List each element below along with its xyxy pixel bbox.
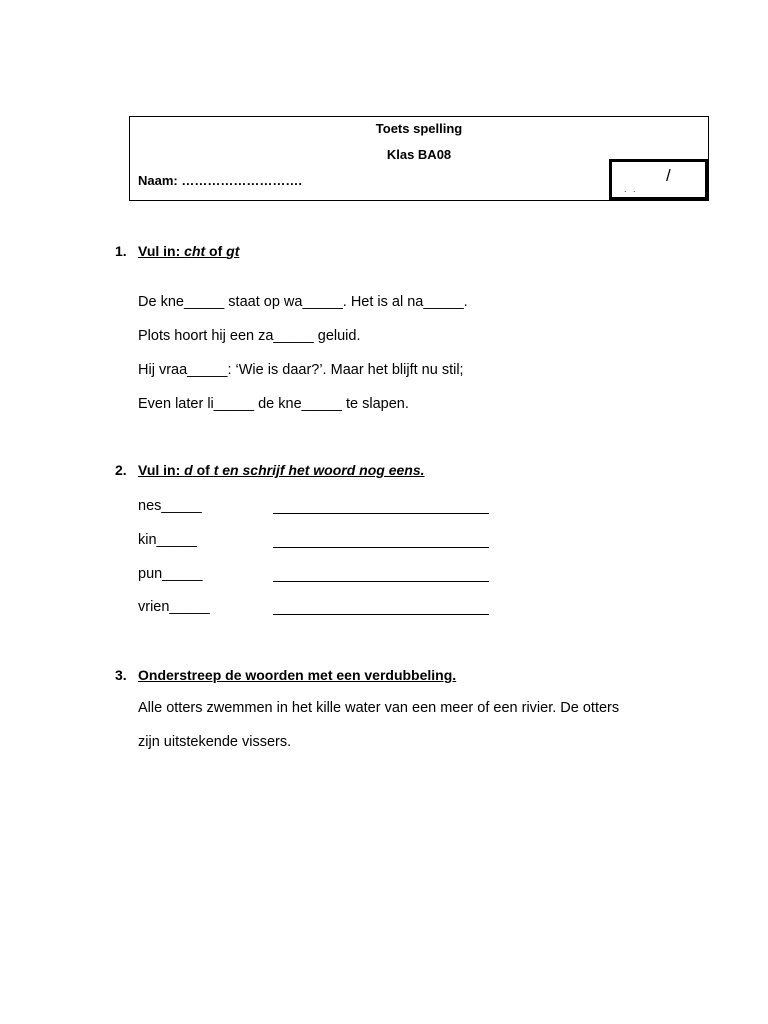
answer-line[interactable] xyxy=(273,512,489,514)
fill-in-sentence[interactable]: De kne_____ staat op wa_____. Het is al na_____. xyxy=(138,294,468,310)
class-label: Klas BA08 xyxy=(386,147,452,162)
question-3-heading xyxy=(115,667,456,683)
question-number: 1. xyxy=(115,243,127,259)
paragraph-line[interactable]: Alle otters zwemmen in het kille water van een meer of een rivier. De otters xyxy=(138,700,620,716)
question-prefix: Vul in: xyxy=(138,243,185,259)
fill-in-sentence[interactable]: Even later li_____ de kne_____ te slapen. xyxy=(138,396,409,412)
question-1-heading xyxy=(115,243,239,259)
question-instruction: Onderstreep de woorden met een verdubbeling. xyxy=(138,667,457,683)
question-number: 3. xyxy=(115,667,127,683)
answer-line[interactable] xyxy=(273,580,489,582)
option-d: d xyxy=(184,462,193,478)
question-prefix: Vul in: xyxy=(138,462,185,478)
option-separator: of xyxy=(205,243,227,259)
question-2-heading xyxy=(115,462,425,478)
word-to-complete[interactable]: nes_____ xyxy=(138,498,202,514)
option-cht: cht xyxy=(184,243,206,259)
option-gt: gt xyxy=(226,243,240,259)
word-to-complete[interactable]: vrien_____ xyxy=(138,599,210,615)
test-title: Toets spelling xyxy=(375,121,463,136)
question-number: 2. xyxy=(115,462,127,478)
word-to-complete[interactable]: kin_____ xyxy=(138,532,197,548)
option-separator: of xyxy=(192,462,214,478)
answer-line[interactable] xyxy=(273,613,489,615)
score-slash: / xyxy=(666,166,671,185)
paragraph-line[interactable]: zijn uitstekende vissers. xyxy=(138,734,292,750)
fill-in-sentence[interactable]: Plots hoort hij een za_____ geluid. xyxy=(138,328,361,344)
score-dots: . . xyxy=(624,184,638,194)
word-to-complete[interactable]: pun_____ xyxy=(138,566,203,582)
answer-line[interactable] xyxy=(273,546,489,548)
score-box xyxy=(609,159,708,200)
question-instruction: t en schrijf het woord nog eens. xyxy=(213,462,425,478)
name-field[interactable]: Naam: ………………………. xyxy=(138,173,302,188)
header-box xyxy=(129,116,709,201)
fill-in-sentence[interactable]: Hij vraa_____: ‘Wie is daar?’. Maar het blijft nu stil; xyxy=(138,362,464,378)
